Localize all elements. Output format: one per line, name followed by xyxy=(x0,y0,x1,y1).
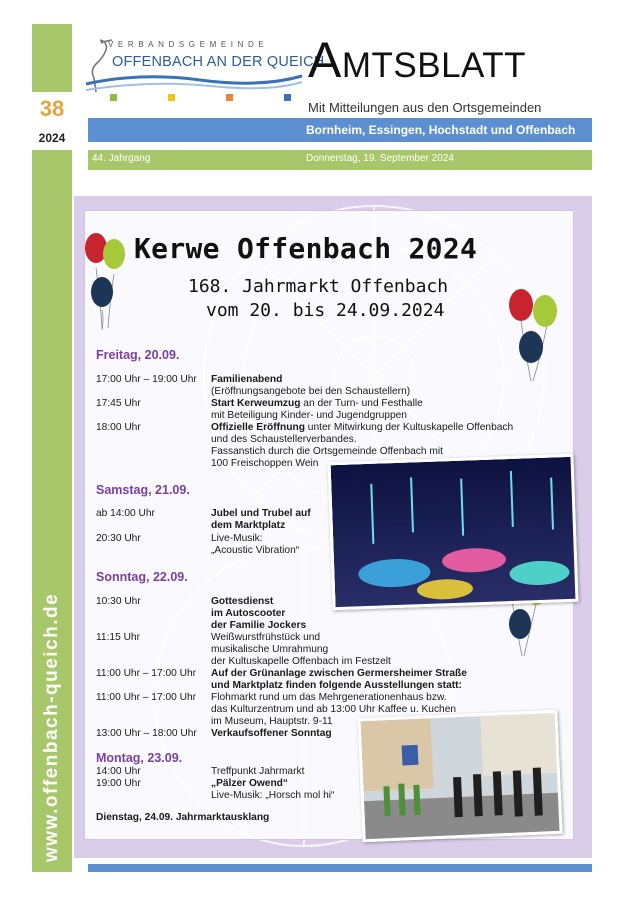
event-title: Verkaufsoffener Sonntag xyxy=(211,728,332,739)
event-detail: unter Mitwirkung der Kultuskapelle Offenbach xyxy=(304,422,514,433)
event-title: Offizielle Eröffnung xyxy=(211,422,305,433)
event-detail: 100 Freischoppen Wein xyxy=(211,458,319,469)
closing-event: Dienstag, 24.09. Jahrmarktausklang xyxy=(96,812,270,823)
event-detail: Live-Musik: xyxy=(211,533,263,544)
event-title: Start Kerweumzug xyxy=(211,398,301,409)
balloons-icon xyxy=(505,285,565,390)
communities-text: Bornheim, Essingen, Hochstadt und Offenbach xyxy=(306,123,576,137)
event-detail: (Eröffnungsangebote bei den Schaustellern) xyxy=(211,386,411,397)
poster-subtitle-1: 168. Jahrmarkt Offenbach xyxy=(188,276,449,297)
municipality-logo xyxy=(80,32,325,104)
event-title: Auf der Grünanlage zwischen Germersheimer Straße xyxy=(211,668,467,679)
event-title: Familienabend xyxy=(211,374,283,385)
event-time: 18:00 Uhr xyxy=(96,422,141,433)
poster-subtitle-2: vom 20. bis 24.09.2024 xyxy=(206,300,445,321)
day-heading-sunday: Sonntag, 22.09. xyxy=(96,570,188,584)
event-detail: Weißwurstfrühstück und xyxy=(211,632,321,643)
event-detail: Live-Musik: „Horsch mol hi“ xyxy=(211,790,335,801)
page-title: Amtsblatt xyxy=(308,32,527,88)
event-detail: musikalische Umrahmung xyxy=(211,644,329,655)
event-description xyxy=(211,398,423,410)
event-detail: an der Turn- und Festhalle xyxy=(300,398,423,409)
event-title: der Familie Jockers xyxy=(211,620,307,631)
event-detail: mit Beteiligung Kinder- und Jugendgruppen xyxy=(211,410,407,421)
event-time: 20:30 Uhr xyxy=(96,533,141,544)
bottom-blue-bar xyxy=(88,864,592,872)
event-time: 19:00 Uhr xyxy=(96,778,141,789)
event-time: 10:30 Uhr xyxy=(96,596,141,607)
event-detail: Treffpunkt Jahrmarkt xyxy=(211,766,305,777)
logo-top-text: VERBANDSGEMEINDE xyxy=(108,40,269,49)
volume-text: 44. Jahrgang xyxy=(92,153,151,164)
event-time: 13:00 Uhr – 18:00 Uhr xyxy=(96,728,197,739)
event-time: 17:45 Uhr xyxy=(96,398,141,409)
issue-number: 38 xyxy=(39,96,65,121)
event-time: ab 14:00 Uhr xyxy=(96,508,155,519)
issue-year: 2024 xyxy=(38,131,66,145)
poster-title: Kerwe Offenbach 2024 xyxy=(134,232,478,265)
event-time: 14:00 Uhr xyxy=(96,766,141,777)
event-title: Gottesdienst xyxy=(211,596,274,607)
event-detail: der Kultuskapelle Offenbach im Festzelt xyxy=(211,656,391,667)
bumper-cars-photo xyxy=(327,454,578,610)
issue-box xyxy=(32,92,72,150)
balloons-icon xyxy=(82,228,132,338)
event-time: 11:00 Uhr – 17:00 Uhr xyxy=(96,692,197,703)
event-title: im Autoscooter xyxy=(211,608,286,619)
event-title: und Marktplatz finden folgende Ausstellungen statt: xyxy=(211,680,462,691)
event-title: Jubel und Trubel auf xyxy=(211,508,311,519)
event-detail: Flohmarkt rund um das Mehrgenerationenhaus bzw. xyxy=(211,692,447,703)
day-heading-friday: Freitag, 20.09. xyxy=(96,348,180,362)
logo-main-text: OFFENBACH AN DER QUEICH xyxy=(112,54,325,70)
wave-logo-graphic xyxy=(80,70,305,104)
event-time: 11:15 Uhr xyxy=(96,632,140,643)
event-detail: das Kulturzentrum und ab 13:00 Uhr Kaffee u. Kuchen xyxy=(211,704,457,715)
event-detail: und des Schaustellerverbandes. xyxy=(211,434,357,445)
subtitle: Mit Mitteilungen aus den Ortsgemeinden xyxy=(308,100,542,115)
event-title: „Pälzer Owend“ xyxy=(211,778,288,789)
parade-photo xyxy=(357,710,562,843)
event-detail: „Acoustic Vibration“ xyxy=(211,545,300,556)
issue-date: Donnerstag, 19. September 2024 xyxy=(306,153,454,164)
event-title: dem Marktplatz xyxy=(211,520,286,531)
event-time: 17:00 Uhr – 19:00 Uhr xyxy=(96,374,197,385)
event-time: 11:00 Uhr – 17:00 Uhr xyxy=(96,668,197,679)
day-heading-saturday: Samstag, 21.09. xyxy=(96,483,190,497)
event-description xyxy=(211,422,513,434)
day-heading-monday: Montag, 23.09. xyxy=(96,751,183,765)
event-detail: Fassanstich durch die Ortsgemeinde Offenbach mit xyxy=(211,446,443,457)
event-detail: im Museum, Hauptstr. 9-11 xyxy=(211,716,333,727)
